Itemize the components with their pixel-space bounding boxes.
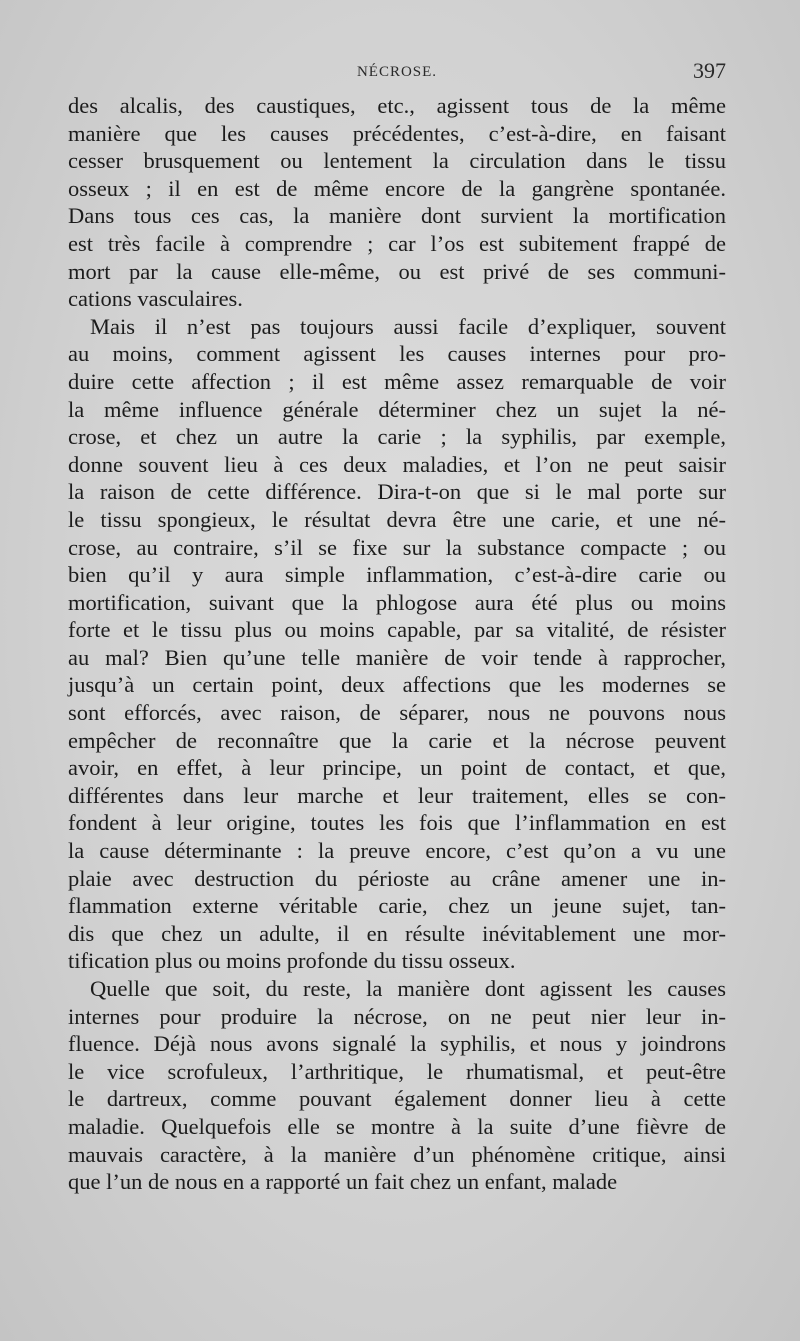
text-line: le tissu spongieux, le résultat devra être une carie, et une né- bbox=[68, 506, 726, 532]
text-line: au mal? Bien qu’une telle manière de voir tende à rapprocher, bbox=[68, 644, 726, 670]
text-line: crose, et chez un autre la carie ; la syphilis, par exemple, bbox=[68, 424, 726, 450]
text-line: des alcalis, des caustiques, etc., agissent tous de la même bbox=[68, 93, 726, 118]
text-line: Dans tous ces cas, la manière dont survient la mortification bbox=[68, 203, 726, 229]
text-line: duire cette affection ; il est même assez remarquable de voir bbox=[68, 368, 726, 394]
text-line: flammation externe véritable carie, chez un jeune sujet, tan- bbox=[68, 893, 726, 919]
text-line: bien qu’il y aura simple inflammation, c’est-à-dire carie ou bbox=[68, 562, 726, 588]
text-line: mortification, suivant que la phlogose aura été plus ou moins bbox=[68, 589, 726, 615]
text-line: plaie avec destruction du périoste au crâne amener une in- bbox=[68, 865, 726, 891]
text-line: fondent à leur origine, toutes les fois que l’inflammation en est bbox=[68, 810, 726, 836]
text-line: Quelle que soit, du reste, la manière dont agissent les causes bbox=[90, 976, 726, 1001]
text-line: cesser brusquement ou lentement la circulation dans le tissu bbox=[68, 148, 726, 174]
text-line: maladie. Quelquefois elle se montre à la suite d’une fièvre de bbox=[68, 1113, 726, 1139]
text-line: mort par la cause elle-même, ou est privé de ses communi- bbox=[68, 258, 726, 284]
text-line: osseux ; il en est de même encore de la gangrène spontanée. bbox=[68, 175, 726, 201]
text-line: Mais il n’est pas toujours aussi facile d’expliquer, souvent bbox=[90, 313, 726, 339]
running-head: NÉCROSE. bbox=[356, 64, 438, 80]
text-line: internes pour produire la nécrose, on ne peut nier leur in- bbox=[68, 1003, 726, 1029]
text-line: donne souvent lieu à ces deux maladies, et l’on ne peut saisir bbox=[68, 451, 726, 477]
text-line: différentes dans leur marche et leur traitement, elles se con- bbox=[68, 782, 726, 808]
text-line: la cause déterminante : la preuve encore, c’est qu’on a vu une bbox=[68, 838, 726, 864]
page-number: 397 bbox=[693, 58, 726, 83]
text-line: jusqu’à un certain point, deux affections que les modernes se bbox=[68, 672, 726, 698]
text-line: le vice scrofuleux, l’arthritique, le rhumatismal, et peut-être bbox=[68, 1058, 726, 1084]
text-line: cations vasculaires. bbox=[68, 286, 243, 312]
text-line: manière que les causes précédentes, c’est-à-dire, en faisant bbox=[68, 120, 726, 146]
text-line: fluence. Déjà nous avons signalé la syphilis, et nous y joindrons bbox=[68, 1031, 726, 1057]
text-line: empêcher de reconnaître que la carie et la nécrose peuvent bbox=[68, 727, 726, 753]
text-line: que l’un de nous en a rapporté un fait chez un enfant, malade bbox=[68, 1169, 618, 1195]
text-line: la même influence générale déterminer chez un sujet la né- bbox=[68, 396, 726, 422]
paragraph bbox=[68, 92, 726, 313]
text-line: avoir, en effet, à leur principe, un point de contact, et que, bbox=[68, 755, 726, 781]
paragraph bbox=[68, 313, 726, 975]
text-line: mauvais caractère, à la manière d’un phénomène critique, ainsi bbox=[68, 1141, 726, 1167]
text-line: au moins, comment agissent les causes internes pour pro- bbox=[68, 341, 726, 367]
body-text bbox=[68, 92, 726, 1196]
text-line: la raison de cette différence. Dira-t-on que si le mal porte sur bbox=[68, 479, 726, 505]
text-line: sont efforcés, avec raison, de séparer, nous ne pouvons nous bbox=[68, 700, 726, 726]
text-line: forte et le tissu plus ou moins capable, par sa vitalité, de résister bbox=[68, 617, 726, 643]
text-line: tification plus ou moins profonde du tissu osseux. bbox=[68, 948, 516, 974]
text-line: crose, au contraire, s’il se fixe sur la substance compacte ; ou bbox=[68, 534, 726, 560]
page-header bbox=[68, 58, 726, 88]
paragraph bbox=[68, 975, 726, 1196]
text-line: le dartreux, comme pouvant également donner lieu à cette bbox=[68, 1086, 726, 1112]
text-line: dis que chez un adulte, il en résulte inévitablement une mor- bbox=[68, 920, 726, 946]
text-line: est très facile à comprendre ; car l’os est subitement frappé de bbox=[68, 230, 726, 256]
